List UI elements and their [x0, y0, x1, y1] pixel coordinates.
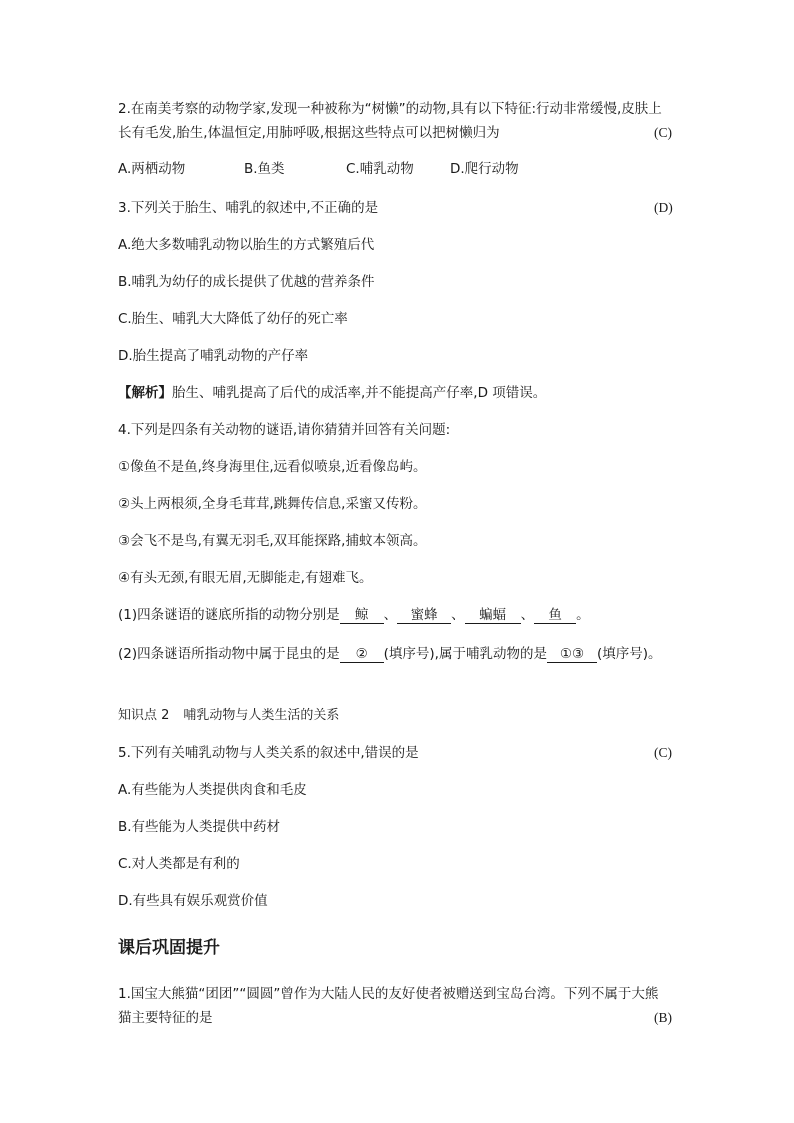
q4-sub2-prefix: (2)四条谜语所指动物中属于昆虫的是 [118, 646, 340, 662]
analysis-text: 胎生、哺乳提高了后代的成活率,并不能提高产仔率,D 项错误。 [172, 385, 547, 401]
q4-sub2-mid: (填序号),属于哺乳动物的是 [383, 646, 547, 662]
section-heading [118, 707, 678, 725]
after-class-heading: 课后巩固提升 [118, 938, 220, 958]
q5-option-b: B.有些能为人类提供中药材 [118, 819, 281, 835]
separator: 、 [383, 607, 398, 623]
end-punct: 。 [576, 607, 590, 623]
answer-blank-mammal: ①③ [547, 647, 597, 663]
q5-option-d: D.有些具有娱乐观赏价值 [118, 893, 268, 909]
q5-answer: (C) [654, 745, 672, 760]
answer-blank-fish: 鱼 [534, 608, 576, 624]
q2-stem-line1: 2.在南美考察的动物学家,发现一种被称为“树懒”的动物,具有以下特征:行动非常缓慢,皮肤上 [118, 101, 662, 117]
separator: 、 [520, 607, 535, 623]
section-title: 哺乳动物与人类生活的关系 [183, 708, 340, 723]
q1b-stem-line1: 1.国宝大熊猫“团团”“圆圆”曾作为大陆人民的友好使者被赠送到宝岛台湾。下列不属于大熊 [118, 986, 659, 1002]
q2-option-d: D.爬行动物 [450, 161, 519, 177]
q4-riddle-3: ③会飞不是鸟,有翼无羽毛,双耳能探路,捕蚊本领高。 [118, 533, 427, 549]
q2-answer: (C) [654, 125, 672, 140]
separator: 、 [451, 607, 465, 623]
q4-riddle-2: ②头上两根须,全身毛茸茸,跳舞传信息,采蜜又传粉。 [118, 496, 427, 512]
q4-riddle-1: ①像鱼不是鱼,终身海里住,远看似喷泉,近看像岛屿。 [118, 459, 427, 475]
q3-option-d: D.胎生提高了哺乳动物的产仔率 [118, 348, 309, 364]
q3-option-a: A.绝大多数哺乳动物以胎生的方式繁殖后代 [118, 237, 375, 253]
q3-analysis [118, 384, 678, 402]
q2-option-a: A.两栖动物 [118, 161, 186, 177]
q3-option-c: C.胎生、哺乳大大降低了幼仔的死亡率 [118, 311, 348, 327]
q1b-answer: (B) [654, 1010, 672, 1025]
q4-sub2-suffix: (填序号)。 [596, 646, 662, 662]
q4-sub1 [118, 606, 678, 624]
q2-stem-line2: 长有毛发,胎生,体温恒定,用肺呼吸,根据这些特点可以把树懒归为 [118, 125, 500, 141]
q4-sub1-prefix: (1)四条谜语的谜底所指的动物分别是 [118, 607, 340, 623]
analysis-label: 【解析】 [118, 385, 172, 401]
answer-blank-whale: 鲸 [340, 608, 384, 624]
answer-blank-bee: 蜜蜂 [397, 608, 451, 624]
q4-sub2 [118, 645, 678, 663]
q3-option-b: B.哺乳为幼仔的成长提供了优越的营养条件 [118, 274, 375, 290]
answer-blank-insect: ② [340, 647, 384, 663]
q4-riddle-4: ④有头无颈,有眼无眉,无脚能走,有翅难飞。 [118, 570, 373, 586]
q2-options [118, 160, 678, 178]
q2-option-c: C.哺乳动物 [346, 161, 414, 177]
q5-stem: 5.下列有关哺乳动物与人类关系的叙述中,错误的是 [118, 745, 419, 761]
q3-stem: 3.下列关于胎生、哺乳的叙述中,不正确的是 [118, 200, 379, 216]
q4-stem: 4.下列是四条有关动物的谜语,请你猜猜并回答有关问题: [118, 422, 451, 438]
q3-answer: (D) [654, 200, 673, 215]
q1b-stem-line2: 猫主要特征的是 [118, 1010, 213, 1026]
q2-option-b: B.鱼类 [244, 161, 285, 177]
q5-option-a: A.有些能为人类提供肉食和毛皮 [118, 782, 307, 798]
answer-blank-bat: 蝙蝠 [465, 608, 521, 624]
q5-option-c: C.对人类都是有利的 [118, 856, 240, 872]
section-label: 知识点 2 [118, 708, 170, 723]
